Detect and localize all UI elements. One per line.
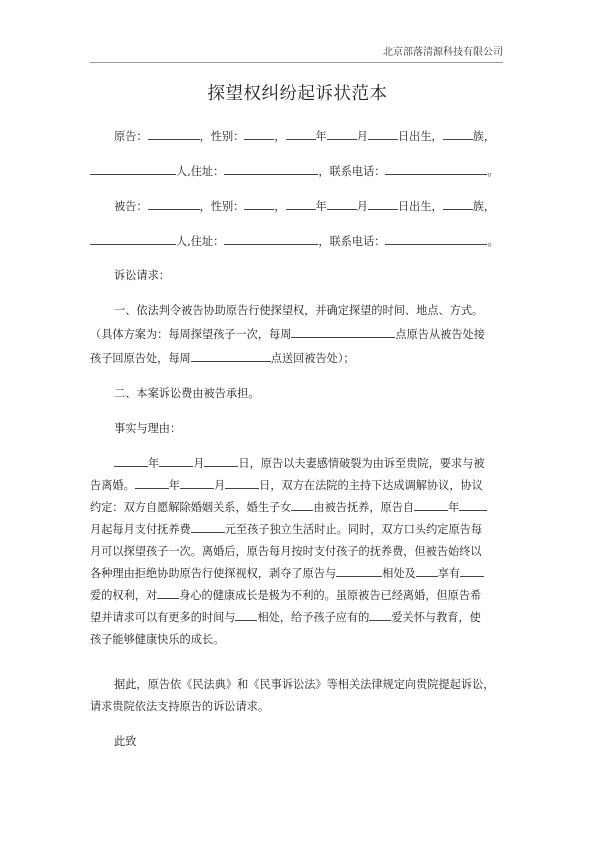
address-label: 人,住址： (176, 165, 225, 178)
comma: ， (274, 200, 286, 213)
plaintiff-name-blank (148, 128, 200, 140)
defendant-line-2 (90, 233, 503, 249)
plaintiff-birthplace-blank (90, 163, 176, 175)
month-label: 月 (356, 200, 368, 213)
claim-1-line-2 (90, 326, 503, 342)
defendant-day-blank (368, 198, 398, 210)
facts-year-blank (114, 455, 148, 467)
defendant-ethnic-blank (443, 198, 473, 210)
facts-line-1 (90, 455, 503, 471)
born-label: 日出生， (397, 200, 443, 213)
facts-line-3 (90, 499, 503, 515)
plaintiff-gender-label: ，性别： (199, 130, 245, 143)
defendant-gender-label: ，性别： (199, 200, 245, 213)
facts-heading: 事实与理由： (114, 422, 182, 435)
facts-text: 日，双方在法院的主持下达成调解协议，协议 (259, 479, 483, 492)
facts-text: 爱关怀与教育，使 (391, 611, 481, 624)
defendant-name-blank (148, 198, 200, 210)
facts-text: 日，原告以夫妻感情破裂为由诉至贵院，要求与被 (238, 457, 485, 470)
defendant-phone-blank (385, 233, 487, 245)
claim-1-text: 点送回被告处）； (270, 352, 355, 365)
support-year-blank (414, 499, 448, 511)
plaintiff-year-blank (286, 128, 316, 140)
facts-line-4 (90, 521, 503, 537)
comma: ， (274, 130, 286, 143)
child-name-blank (336, 565, 382, 577)
facts-text: 告离婚。 (90, 479, 135, 492)
claims-heading: 诉讼请求： (114, 269, 170, 282)
period: 。 (487, 235, 499, 248)
relation-blank (369, 609, 391, 621)
mediation-day-blank (225, 477, 259, 489)
ethnic-label: 族， (472, 200, 496, 213)
facts-line-2 (90, 477, 503, 493)
facts-day-blank (204, 455, 238, 467)
support-amount-blank (191, 521, 225, 533)
claim-1-line-1: 一、依法判令被告协助原告行使探望权，并确定探望的时间、地点、方式。 (114, 304, 484, 317)
facts-text: 望并请求可以有更多的时间与 (90, 611, 236, 624)
facts-line-6 (90, 565, 503, 581)
header-company: 北京部落清源科技有限公司 (383, 47, 503, 58)
facts-text: 元至孩子独立生活时止。同时，双方口头约定原告每 (224, 523, 483, 536)
facts-text: 爱的权利，对 (90, 589, 158, 602)
year-label: 年 (315, 200, 327, 213)
defendant-address-blank (224, 233, 318, 245)
facts-text: 约定：双方自愿解除婚姻关系，婚生子女 (90, 501, 292, 514)
relation-blank (460, 565, 484, 577)
facts-text: 月起每月支付抚养费 (90, 523, 191, 536)
year-label: 年 (148, 457, 160, 470)
defendant-label: 被告： (114, 200, 148, 213)
mediation-month-blank (180, 477, 214, 489)
mediation-year-blank (135, 477, 169, 489)
claim-2: 二、本案诉讼费由被告承担。 (114, 387, 260, 400)
phone-label: ，联系电话： (318, 165, 386, 178)
address-label: 人,住址： (176, 235, 225, 248)
facts-text: 相处，给予孩子应有的 (257, 611, 370, 624)
defendant-year-blank (286, 198, 316, 210)
child-name-blank (157, 587, 179, 599)
plaintiff-gender-blank (244, 128, 274, 140)
support-month-blank (459, 499, 487, 511)
month-label: 月 (213, 479, 226, 492)
claim-1-line-3 (90, 350, 503, 366)
facts-line-5: 月可以探望孩子一次。离婚后，原告每月按时支付孩子的抚养费，但被告始终以 (90, 545, 482, 558)
document-title: 探望权纠纷起诉状范本 (207, 84, 388, 104)
child-name-blank (235, 609, 257, 621)
plaintiff-ethnic-blank (443, 128, 473, 140)
plaintiff-phone-blank (385, 163, 487, 175)
plaintiff-label: 原告： (114, 130, 148, 143)
born-label: 日出生， (397, 130, 443, 143)
claim-1-text: 孩子回原告处，每周 (90, 352, 191, 365)
facts-text: 相处及 (382, 567, 416, 580)
facts-line-8 (90, 609, 503, 625)
plaintiff-line-1 (90, 128, 503, 144)
facts-text: 各种理由拒绝协助原告行使探视权，剥夺了原告与 (90, 567, 337, 580)
closing: 此致 (114, 735, 137, 748)
facts-text: 身心的健康成长是极为不利的。虽原被告已经离婚，但原告希 (179, 589, 482, 602)
month-label: 月 (356, 130, 368, 143)
facts-line-7 (90, 587, 503, 603)
defendant-birthplace-blank (90, 233, 176, 245)
child-name-blank (416, 565, 438, 577)
year-label: 年 (448, 501, 460, 514)
facts-text: 享有 (437, 567, 461, 580)
plaintiff-day-blank (368, 128, 398, 140)
claim-1-text: （具体方案为：每周探望孩子一次，每周 (90, 328, 292, 341)
plaintiff-line-2 (90, 163, 503, 179)
header-divider (90, 62, 503, 63)
facts-text: 由被告抚养，原告自 (313, 501, 415, 514)
plaintiff-month-blank (327, 128, 357, 140)
pickup-time-blank (291, 326, 395, 338)
defendant-gender-blank (244, 198, 274, 210)
defendant-line-1 (90, 198, 503, 214)
child-blank (291, 499, 313, 511)
conclusion-line-1: 据此，原告依《民法典》和《民事诉讼法》等相关法律规定向贵院提起诉讼， (114, 678, 495, 691)
conclusion-line-2: 请求贵院依法支持原告的诉讼请求。 (90, 700, 270, 713)
period: 。 (487, 165, 499, 178)
year-label: 年 (168, 479, 180, 492)
year-label: 年 (315, 130, 327, 143)
facts-line-9: 孩子能够健康快乐的成长。 (90, 633, 225, 646)
ethnic-label: 族， (472, 130, 496, 143)
plaintiff-address-blank (224, 163, 318, 175)
return-time-blank (191, 350, 271, 362)
defendant-month-blank (327, 198, 357, 210)
month-label: 月 (193, 457, 205, 470)
phone-label: ，联系电话： (318, 235, 386, 248)
claim-1-text: 点原告从被告处接 (395, 328, 485, 341)
facts-month-blank (159, 455, 193, 467)
